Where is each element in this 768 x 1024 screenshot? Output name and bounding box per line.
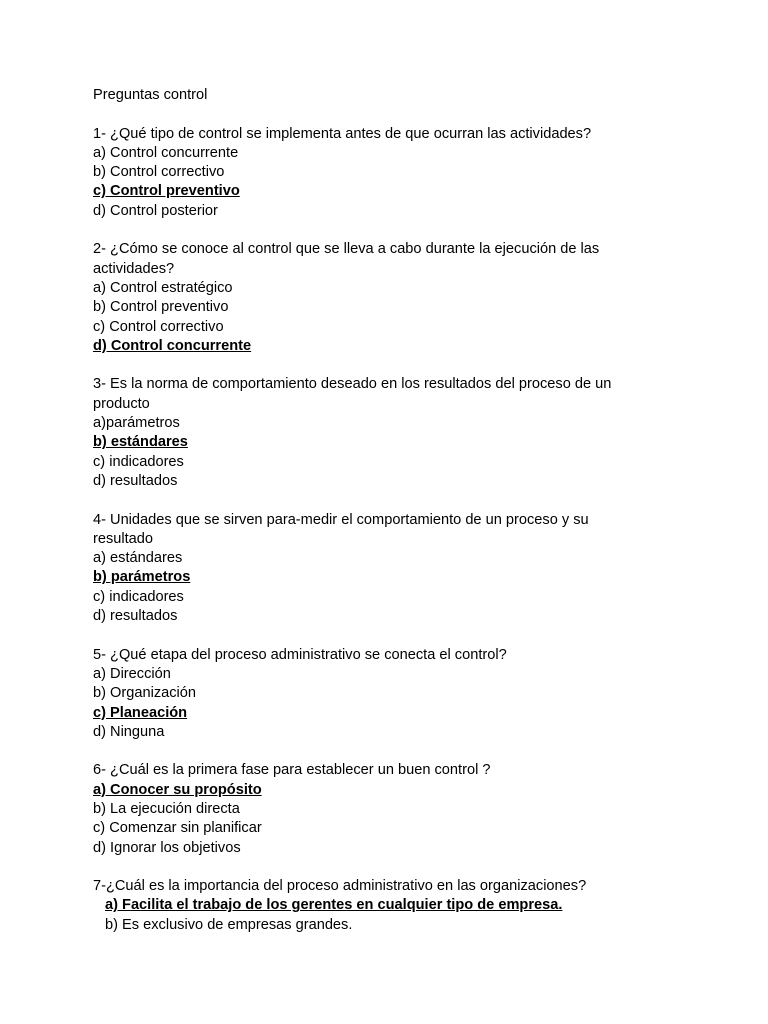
question-block: [93, 761, 733, 857]
question-block: [93, 877, 733, 935]
correct-answer-text: c) Control preventivo: [93, 183, 240, 200]
blank-line: [93, 742, 733, 761]
question-block: [93, 240, 733, 356]
answer-text: d) Ignorar los objetivos: [93, 839, 241, 856]
document-title: Preguntas control: [93, 87, 208, 103]
answer-text: b) Control correctivo: [93, 164, 225, 181]
answer-option: [93, 298, 733, 317]
correct-answer-option: [93, 896, 733, 915]
question-text: actividades?: [93, 260, 175, 277]
correct-answer-option: [93, 704, 733, 723]
answer-option: [93, 163, 733, 182]
answer-option: [93, 819, 733, 838]
blank-line: [93, 105, 733, 124]
question-block: [93, 511, 733, 627]
correct-answer-option: [93, 337, 733, 356]
question-text: resultado: [93, 530, 154, 547]
answer-option: [93, 916, 733, 935]
blank-line: [93, 221, 733, 240]
question-text: 5- ¿Qué etapa del proceso administrativo se conecta el control?: [93, 646, 507, 663]
question-text: 7-¿Cuál es la importancia del proceso administrativo en las organizaciones?: [93, 878, 587, 895]
question-text: 4- Unidades que se sirven para-medir el comportamiento de un proceso y su: [93, 511, 589, 528]
correct-answer-option: [93, 433, 733, 452]
answer-option: [93, 800, 733, 819]
answer-text: b) Es exclusivo de empresas grandes.: [105, 916, 353, 933]
answer-option: [93, 607, 733, 626]
answer-text: a) estándares: [93, 550, 183, 567]
answer-option: [93, 549, 733, 568]
question-text: producto: [93, 395, 150, 412]
answer-text: d) resultados: [93, 472, 178, 489]
answer-text: c) Control correctivo: [93, 318, 224, 335]
blank-line: [93, 491, 733, 510]
answer-text: b) La ejecución directa: [93, 800, 240, 817]
answer-text: c) indicadores: [93, 453, 184, 470]
answer-option: [93, 279, 733, 298]
answer-option: [93, 202, 733, 221]
correct-answer-text: a) Conocer su propósito: [93, 781, 262, 798]
correct-answer-text: b) estándares: [93, 434, 188, 451]
blank-line: [93, 626, 733, 645]
answer-option: [93, 414, 733, 433]
correct-answer-option: [93, 781, 733, 800]
answer-option: [93, 472, 733, 491]
answer-option: [93, 665, 733, 684]
question-text: 2- ¿Cómo se conoce al control que se lleva a cabo durante la ejecución de las: [93, 241, 600, 258]
answer-option: [93, 318, 733, 337]
answer-text: c) Comenzar sin planificar: [93, 820, 262, 837]
answer-option: [93, 588, 733, 607]
answer-option: [93, 839, 733, 858]
answer-option: [93, 453, 733, 472]
answer-option: [93, 144, 733, 163]
correct-answer-text: b) parámetros: [93, 569, 191, 586]
answer-option: [93, 684, 733, 703]
answer-text: b) Organización: [93, 685, 197, 702]
answer-text: d) Ninguna: [93, 723, 165, 740]
document-page: [93, 86, 733, 935]
correct-answer-text: d) Control concurrente: [93, 337, 252, 354]
correct-answer-option: [93, 182, 733, 201]
question-text: 1- ¿Qué tipo de control se implementa antes de que ocurran las actividades?: [93, 125, 592, 142]
question-text: 6- ¿Cuál es la primera fase para establecer un buen control ?: [93, 762, 491, 779]
question-text: 3- Es la norma de comportamiento deseado en los resultados del proceso de un: [93, 376, 612, 393]
answer-option: [93, 723, 733, 742]
correct-answer-text: c) Planeación: [93, 704, 188, 721]
question-block: [93, 646, 733, 742]
answer-text: b) Control preventivo: [93, 299, 229, 316]
question-block: [93, 125, 733, 221]
answer-text: a) Control estratégico: [93, 279, 233, 296]
answer-text: d) Control posterior: [93, 202, 218, 219]
blank-line: [93, 356, 733, 375]
correct-answer-option: [93, 568, 733, 587]
answer-text: a)parámetros: [93, 415, 180, 432]
answer-text: a) Control concurrente: [93, 144, 239, 161]
question-block: [93, 375, 733, 491]
answer-text: a) Dirección: [93, 665, 171, 682]
answer-text: d) resultados: [93, 608, 178, 625]
correct-answer-text: a) Facilita el trabajo de los gerentes en cualquier tipo de empresa.: [105, 897, 563, 914]
question-list: [93, 105, 733, 935]
blank-line: [93, 858, 733, 877]
answer-text: c) indicadores: [93, 588, 184, 605]
